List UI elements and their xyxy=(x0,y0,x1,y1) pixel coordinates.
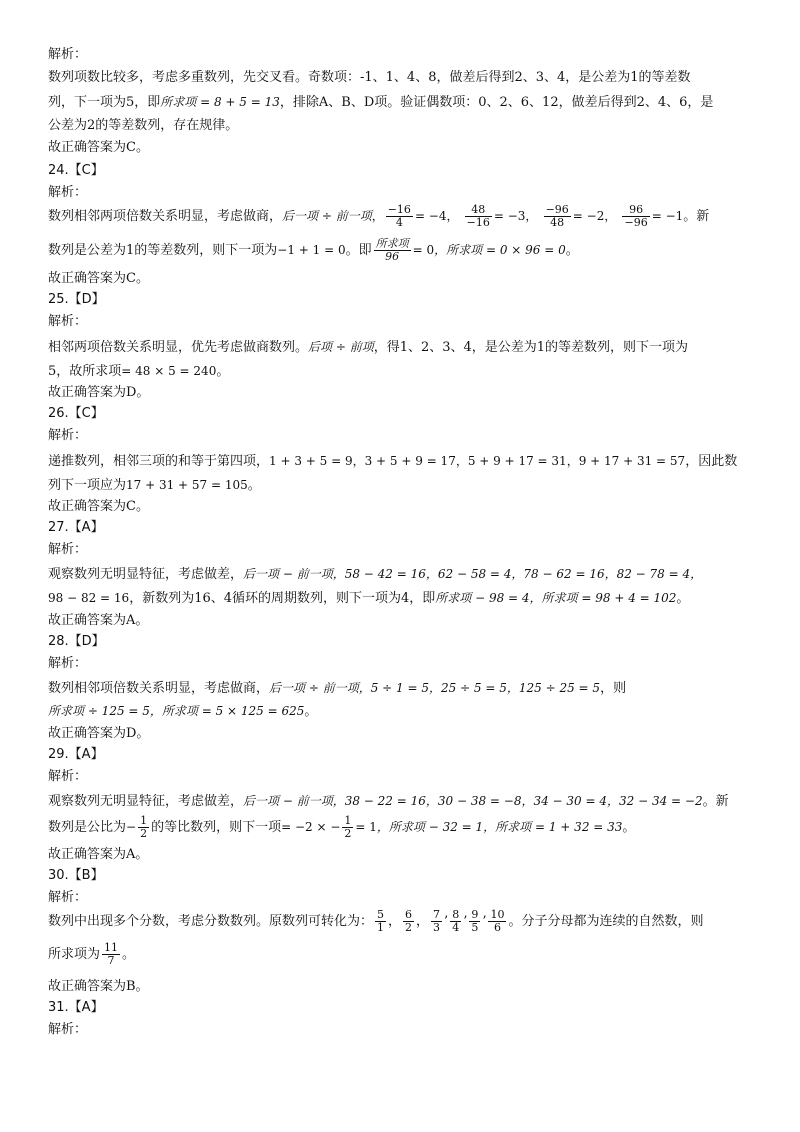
analysis-text xyxy=(48,93,713,112)
formula: ，所求项 − 32 = 1，所求项 = 1 + 32 = 33 xyxy=(376,820,623,834)
question-header-24: 24.【C】 xyxy=(48,163,104,178)
text-run: 列下一项应为 xyxy=(48,478,127,493)
formula: 后一项 ÷ 前一项，5 ÷ 1 = 5，25 ÷ 5 = 5，125 ÷ 25 = 5 xyxy=(269,681,601,695)
answer-line: 故正确答案为D。 xyxy=(48,385,150,400)
text-run: ，新数列为16、4循环的周期数列，则下一项为4，即 xyxy=(129,591,436,606)
analysis-label: 解析： xyxy=(48,1022,88,1037)
answer-line: 故正确答案为C。 xyxy=(48,499,149,514)
text-run: 的等比数列，则下一项 xyxy=(151,820,282,835)
formula: = −1 xyxy=(651,209,684,223)
text-run: 数列中出现多个分数，考虑分数数列。原数列可转化为： xyxy=(48,914,374,929)
analysis-label: 解析： xyxy=(48,890,88,905)
formula: = 1 xyxy=(355,820,377,834)
answer-line: 故正确答案为D。 xyxy=(48,726,150,741)
formula: 1 + 3 + 5 = 9，3 + 5 + 9 = 17，5 + 9 + 17 = 31，9 + 17 + 31 = 57 xyxy=(269,454,686,468)
separator: ’ xyxy=(444,914,449,929)
formula: 98 − 82 = 16 xyxy=(48,591,130,605)
separator: ’ xyxy=(482,914,487,929)
text-run: 观察数列无明显特征，考虑做差， xyxy=(48,567,244,582)
formula: − xyxy=(126,820,137,834)
fraction: $\frac{96}{-96}$ xyxy=(624,203,648,229)
fraction: $\frac{7}{3}$ xyxy=(433,908,441,934)
formula: 后一项 − 前一项，58 − 42 = 16，62 − 58 = 4，78 − 62 = 16，82 − 78 = 4， xyxy=(243,567,703,581)
analysis-text xyxy=(48,476,261,495)
analysis-label: 解析： xyxy=(48,185,88,200)
analysis-label: 解析： xyxy=(48,542,88,557)
fraction: $\frac{6}{2}$ xyxy=(405,908,413,934)
text-run: 数列是公比为 xyxy=(48,820,127,835)
formula: = −2， xyxy=(572,209,617,223)
formula: 后项 ÷ 前项 xyxy=(308,340,374,354)
separator: ’ xyxy=(463,914,468,929)
analysis-label: 解析： xyxy=(48,428,88,443)
text-run: 观察数列无明显特征，考虑做差， xyxy=(48,794,244,809)
analysis-text: 公差为2的等差数列，存在规律。 xyxy=(48,118,239,133)
analysis-text xyxy=(48,589,689,608)
analysis-text xyxy=(48,362,229,381)
text-run: 。 xyxy=(622,820,636,835)
fraction: $\frac{10}{6}$ xyxy=(490,908,505,934)
analysis-label: 解析： xyxy=(48,314,88,329)
text-run: 列，下一项为5，即 xyxy=(48,95,161,110)
formula: 后一项 ÷ 前一项 xyxy=(282,209,372,223)
text-run: ，因此数 xyxy=(685,454,738,469)
fraction: $\frac{-96}{48}$ xyxy=(545,203,569,229)
analysis-text xyxy=(48,941,135,969)
text-run: 。 xyxy=(247,478,261,493)
analysis-text xyxy=(48,792,729,811)
analysis-label: 解析： xyxy=(48,656,88,671)
fraction: $\frac{\text{所求项}}{96}$ xyxy=(375,237,409,263)
formula: = −2 × − xyxy=(281,820,341,834)
formula: = −3， xyxy=(493,209,538,223)
analysis-text xyxy=(48,813,635,842)
text-run: 。分子分母都为连续的自然数，则 xyxy=(508,914,704,929)
analysis-text xyxy=(48,338,688,357)
fraction: $\frac{9}{5}$ xyxy=(471,908,479,934)
formula: 后一项 − 前一项，38 − 22 = 16，30 − 38 = −8，34 − 30 = 4，32 − 34 = −2 xyxy=(243,794,703,808)
analysis-text xyxy=(48,702,317,721)
fraction: $\frac{-16}{4}$ xyxy=(387,203,411,229)
text-run: 数列是公差为1的等差数列，则下一项为 xyxy=(48,243,278,258)
analysis-text: 数列项数比较多，考虑多重数列，先交叉看。奇数项：-1、1、4、8，做差后得到2、3、4，是公差为1的等差数 xyxy=(48,70,691,85)
text-run: 。新 xyxy=(702,794,729,809)
separator: ， xyxy=(388,914,402,929)
question-header-29: 29.【A】 xyxy=(48,747,104,762)
analysis-label: 解析： xyxy=(48,769,88,784)
analysis-text xyxy=(48,679,626,698)
separator: ， xyxy=(416,914,430,929)
fraction: $\frac{5}{1}$ xyxy=(377,908,385,934)
formula: 所求项 ÷ 125 = 5，所求项 = 5 × 125 = 625 xyxy=(48,704,305,718)
analysis-label: 解析： xyxy=(48,47,88,62)
formula: 所求项 − 98 = 4，所求项 = 98 + 4 = 102 xyxy=(435,591,677,605)
text-run: 所求项为 xyxy=(48,947,101,962)
text-run: 。 xyxy=(676,591,690,606)
fraction: $\frac{1}{2}$ xyxy=(344,814,352,840)
answer-line: 故正确答案为C。 xyxy=(48,271,149,286)
text-run: ，排除A、B、D项。验证偶数项：0、2、6、12，做差后得到2、4、6，是 xyxy=(279,95,714,110)
question-header-31: 31.【A】 xyxy=(48,1000,104,1015)
formula: ，所求项 = 0 × 96 = 0 xyxy=(434,243,566,257)
text-run: 。 xyxy=(122,947,136,962)
fraction-sequence xyxy=(373,908,508,934)
question-header-27: 27.【A】 xyxy=(48,520,104,535)
formula: −1 + 1 = 0 xyxy=(277,243,346,257)
fraction: $\frac{48}{-16}$ xyxy=(466,203,490,229)
text-run: ，得1、2、3、4，是公差为1的等差数列，则下一项为 xyxy=(373,340,689,355)
text-run: 。新 xyxy=(683,209,710,224)
text-run: 递推数列，相邻三项的和等于第四项， xyxy=(48,454,270,469)
fraction: $\frac{11}{7}$ xyxy=(104,941,119,967)
text-run: 数列相邻项倍数关系明显，考虑做商， xyxy=(48,681,270,696)
text-run: 相邻两项倍数关系明显，优先考虑做商数列。 xyxy=(48,340,309,355)
text-run: 。即 xyxy=(345,243,372,258)
analysis-text xyxy=(48,565,702,584)
analysis-text xyxy=(48,452,737,471)
text-run: 5，故所求项 xyxy=(48,364,122,379)
formula: 所求项 = 8 + 5 = 13 xyxy=(160,95,280,109)
fraction: $\frac{1}{2}$ xyxy=(140,814,148,840)
fraction: $\frac{8}{4}$ xyxy=(452,908,460,934)
answer-line: 故正确答案为A。 xyxy=(48,613,149,628)
text-run: 。 xyxy=(304,704,318,719)
formula: 17 + 31 + 57 = 105 xyxy=(126,478,248,492)
formula: = 48 × 5 = 240 xyxy=(121,364,217,378)
text-run: 数列相邻两项倍数关系明显，考虑做商， xyxy=(48,209,283,224)
question-header-30: 30.【B】 xyxy=(48,868,104,883)
answer-line: 故正确答案为C。 xyxy=(48,140,149,155)
text-run: ，则 xyxy=(600,681,627,696)
question-header-28: 28.【D】 xyxy=(48,634,105,649)
analysis-text xyxy=(48,908,703,936)
analysis-text xyxy=(48,238,579,263)
text-run: 。 xyxy=(216,364,230,379)
answer-line: 故正确答案为A。 xyxy=(48,847,149,862)
formula: = −4， xyxy=(414,209,459,223)
analysis-text: 数列相邻两项倍数关系明显，考虑做商，后一项 ÷ 前一项， $\frac{-16}{4}$ = −4， $\frac{48}{-16}$ = −3， $\frac{-96}{48}$ = −2， $\frac{96}{-96}$ = −1。新 xyxy=(48,203,710,229)
formula: = 0 xyxy=(412,243,435,257)
text-run: 。 xyxy=(565,243,579,258)
question-header-26: 26.【C】 xyxy=(48,406,104,421)
answer-line: 故正确答案为B。 xyxy=(48,979,149,994)
question-header-25: 25.【D】 xyxy=(48,292,105,307)
